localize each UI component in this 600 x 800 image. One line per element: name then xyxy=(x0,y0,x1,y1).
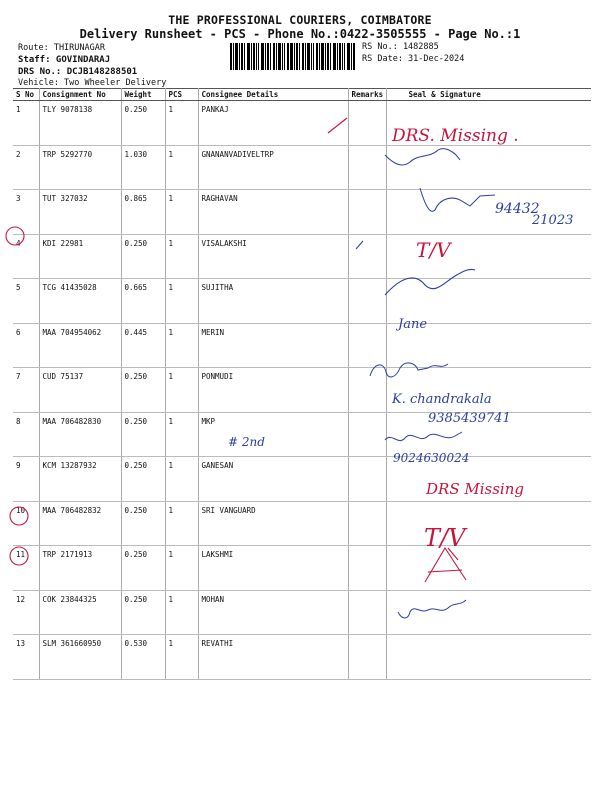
table-row xyxy=(13,145,591,190)
sno-cell: 13 xyxy=(13,635,39,680)
route-label: Route: THIRUNAGAR xyxy=(18,43,105,53)
consignee-cell: SRI VANGUARD xyxy=(198,501,348,546)
remarks-cell xyxy=(348,546,386,591)
table-row xyxy=(13,234,591,279)
signature-cell xyxy=(386,279,591,324)
sno-cell: 6 xyxy=(13,323,39,368)
consignment-cell: MAA 704954062 xyxy=(39,323,121,368)
sno-cell: 9 xyxy=(13,457,39,502)
pcs-cell: 1 xyxy=(165,501,198,546)
tiv-note-11: T/V xyxy=(424,524,466,552)
table-row xyxy=(13,501,591,546)
table-row xyxy=(13,457,591,502)
table-row xyxy=(13,279,591,324)
table-row xyxy=(13,190,591,235)
consignment-cell: TRP 2171913 xyxy=(39,546,121,591)
consignee-cell: PANKAJ xyxy=(198,101,348,146)
col-header-consignee: Consignee Details xyxy=(198,89,348,101)
rs-number: RS No.: 1482885 xyxy=(362,42,439,52)
pcs-cell: 1 xyxy=(165,368,198,413)
signature-cell xyxy=(386,145,591,190)
weight-cell: 0.250 xyxy=(121,412,165,457)
pcs-cell: 1 xyxy=(165,234,198,279)
weight-cell: 0.530 xyxy=(121,635,165,680)
remarks-cell xyxy=(348,368,386,413)
consignee-cell: MERIN xyxy=(198,323,348,368)
pcs-cell: 1 xyxy=(165,323,198,368)
tiv-note-4: T/V xyxy=(416,238,451,262)
phone-note-3a: 94432 xyxy=(495,201,540,217)
col-header-pcs: PCS xyxy=(165,89,198,101)
signature-cell xyxy=(386,457,591,502)
weight-cell: 0.250 xyxy=(121,590,165,635)
delivery-table xyxy=(13,88,591,680)
remarks-cell xyxy=(348,590,386,635)
signature-cell xyxy=(386,368,591,413)
weight-cell: 0.865 xyxy=(121,190,165,235)
sno-cell: 4 xyxy=(13,234,39,279)
table-row xyxy=(13,323,591,368)
signature-cell xyxy=(386,101,591,146)
weight-cell: 0.445 xyxy=(121,323,165,368)
signature-row-8: K. chandrakala xyxy=(392,392,492,407)
sno-cell: 10 xyxy=(13,501,39,546)
signature-cell xyxy=(386,635,591,680)
remarks-cell xyxy=(348,190,386,235)
pcs-cell: 1 xyxy=(165,635,198,680)
consignee-cell: RAGHAVAN xyxy=(198,190,348,235)
consignment-cell: KDI 22981 xyxy=(39,234,121,279)
consignment-cell: COK 23844325 xyxy=(39,590,121,635)
weight-cell: 0.250 xyxy=(121,457,165,502)
pcs-cell: 1 xyxy=(165,101,198,146)
remarks-cell xyxy=(348,234,386,279)
consignee-cell: MKP xyxy=(198,412,348,457)
consignment-cell: MAA 706482830 xyxy=(39,412,121,457)
phone-note-8: 9385439741 xyxy=(428,411,511,426)
weight-cell: 0.250 xyxy=(121,546,165,591)
weight-cell: 0.250 xyxy=(121,368,165,413)
pcs-cell: 1 xyxy=(165,590,198,635)
sno-cell: 2 xyxy=(13,145,39,190)
barcode xyxy=(230,43,355,70)
company-title: THE PROFESSIONAL COURIERS, COIMBATORE xyxy=(168,13,432,27)
remarks-cell xyxy=(348,323,386,368)
remarks-cell xyxy=(348,145,386,190)
col-header-remarks: Remarks xyxy=(348,89,386,101)
consignment-cell: MAA 706482832 xyxy=(39,501,121,546)
pcs-cell: 1 xyxy=(165,279,198,324)
drs-number: DRS No.: DCJB148288501 xyxy=(18,67,138,77)
consignment-cell: TCG 41435028 xyxy=(39,279,121,324)
sno-cell: 1 xyxy=(13,101,39,146)
pcs-cell: 1 xyxy=(165,546,198,591)
col-header-signature: Seal & Signature xyxy=(386,89,591,101)
consignee-cell: MOHAN xyxy=(198,590,348,635)
table-row xyxy=(13,635,591,680)
vehicle-label: Vehicle: Two Wheeler Delivery xyxy=(18,78,167,88)
pcs-cell: 1 xyxy=(165,457,198,502)
table-row xyxy=(13,368,591,413)
consignee-cell: VISALAKSHI xyxy=(198,234,348,279)
weight-cell: 0.250 xyxy=(121,501,165,546)
remarks-cell xyxy=(348,279,386,324)
consignee-cell: PONMUDI xyxy=(198,368,348,413)
signature-row-6: Jane xyxy=(398,317,428,332)
col-header-consignment: Consignment No xyxy=(39,89,121,101)
signature-cell xyxy=(386,590,591,635)
col-header-sno: S No xyxy=(13,89,39,101)
sno-cell: 8 xyxy=(13,412,39,457)
weight-cell: 0.665 xyxy=(121,279,165,324)
rs-date: RS Date: 31-Dec-2024 xyxy=(362,54,465,64)
consignment-cell: TRP 5292770 xyxy=(39,145,121,190)
sno-cell: 12 xyxy=(13,590,39,635)
drs-missing-note-1: DRS. Missing . xyxy=(392,126,519,146)
consignee-cell: REVATHI xyxy=(198,635,348,680)
drs-missing-note-2: DRS Missing xyxy=(426,480,524,498)
second-attempt-note-9: # 2nd xyxy=(228,435,265,449)
remarks-cell xyxy=(348,635,386,680)
table-row xyxy=(13,412,591,457)
table-row xyxy=(13,546,591,591)
remarks-cell xyxy=(348,101,386,146)
remarks-cell xyxy=(348,412,386,457)
table-row xyxy=(13,101,591,146)
signature-cell xyxy=(386,234,591,279)
consignment-cell: SLM 361660950 xyxy=(39,635,121,680)
pcs-cell: 1 xyxy=(165,190,198,235)
col-header-weight: Weight xyxy=(121,89,165,101)
signature-cell xyxy=(386,412,591,457)
remarks-cell xyxy=(348,457,386,502)
signature-cell xyxy=(386,546,591,591)
remarks-cell xyxy=(348,501,386,546)
phone-note-9: 9024630024 xyxy=(393,451,470,465)
consignment-cell: TUT 327032 xyxy=(39,190,121,235)
phone-note-3b: 21023 xyxy=(532,213,574,228)
weight-cell: 1.030 xyxy=(121,145,165,190)
staff-label: Staff: GOVINDARAJ xyxy=(18,55,111,65)
consignee-cell: SUJITHA xyxy=(198,279,348,324)
consignment-cell: KCM 13287932 xyxy=(39,457,121,502)
table-header-row xyxy=(13,89,591,101)
sno-cell: 5 xyxy=(13,279,39,324)
weight-cell: 0.250 xyxy=(121,234,165,279)
signature-cell xyxy=(386,190,591,235)
pcs-cell: 1 xyxy=(165,145,198,190)
sno-cell: 7 xyxy=(13,368,39,413)
weight-cell: 0.250 xyxy=(121,101,165,146)
sno-cell: 3 xyxy=(13,190,39,235)
consignment-cell: TLY 9078138 xyxy=(39,101,121,146)
consignee-cell: LAKSHMI xyxy=(198,546,348,591)
table-row xyxy=(13,590,591,635)
pcs-cell: 1 xyxy=(165,412,198,457)
runsheet-subtitle: Delivery Runsheet - PCS - Phone No.:0422-3505555 - Page No.:1 xyxy=(79,27,521,41)
signature-cell xyxy=(386,501,591,546)
consignee-cell: GANESAN xyxy=(198,457,348,502)
signature-cell xyxy=(386,323,591,368)
consignee-cell: GNANANVADIVELTRP xyxy=(198,145,348,190)
consignment-cell: CUD 75137 xyxy=(39,368,121,413)
sno-cell: 11 xyxy=(13,546,39,591)
